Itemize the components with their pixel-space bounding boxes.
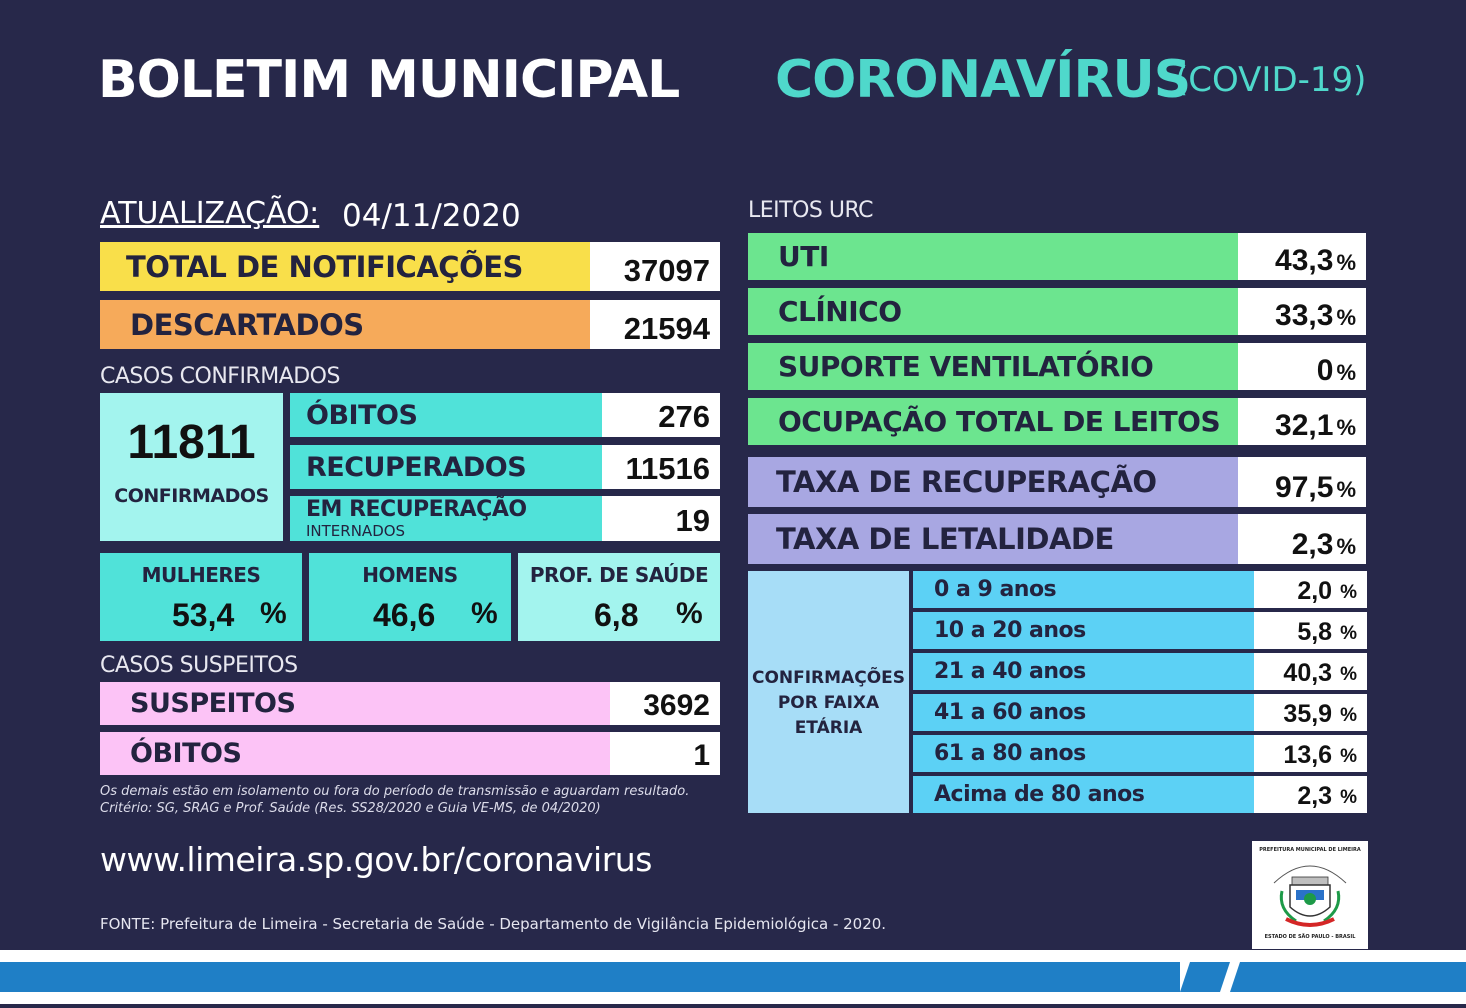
suporte-value: 0 xyxy=(1316,354,1334,387)
faixa-row-pct: % xyxy=(1340,787,1357,808)
uti-label: UTI xyxy=(748,233,1238,280)
faixa-row-pct: % xyxy=(1340,705,1357,726)
homens-pct: % xyxy=(471,597,498,630)
faixa-row-value: 40,3 xyxy=(1283,659,1333,687)
seal-emblem-icon xyxy=(1252,841,1368,949)
obitos-suspeitos-value: 1 xyxy=(610,732,720,775)
city-seal-logo xyxy=(1252,841,1368,949)
faixa-row-value-box xyxy=(1254,612,1367,649)
note-line-2: Critério: SG, SRAG e Prof. Saúde (Res. SS28/2020 e Guia VE-MS, de 04/2020) xyxy=(100,801,601,816)
em-recuperacao-label: EM RECUPERAÇÃO xyxy=(306,497,527,522)
total-notificacoes-value: 37097 xyxy=(590,242,720,291)
faixa-row-value-box xyxy=(1254,776,1367,813)
faixa-etaria-header xyxy=(748,571,909,813)
coronavirus-title: CORONAVÍRUS xyxy=(775,50,1191,110)
fonte-text: FONTE: Prefeitura de Limeira - Secretaria de Saúde - Departamento de Vigilância Epidemiológica - 2020. xyxy=(100,915,887,933)
seal-bottom-text: ESTADO DE SÃO PAULO - BRASIL xyxy=(1264,934,1356,940)
obitos-value: 276 xyxy=(602,393,720,437)
faixa-row-value-box xyxy=(1254,694,1367,731)
taxa-letalidade-label: TAXA DE LETALIDADE xyxy=(748,514,1238,564)
mulheres-box xyxy=(100,553,302,641)
taxa-recuperacao-pct: % xyxy=(1336,477,1356,502)
faixa-row-value-box xyxy=(1254,571,1367,608)
footer-stripe-area xyxy=(0,950,1466,1004)
covid-subtitle: (COVID-19) xyxy=(1175,60,1367,100)
taxa-recuperacao-value-box xyxy=(1238,457,1366,507)
mulheres-value: 53,4 xyxy=(172,597,235,633)
uti-value: 43,3 xyxy=(1275,244,1334,277)
ocupacao-label: OCUPAÇÃO TOTAL DE LEITOS xyxy=(748,398,1238,445)
em-recuperacao-box xyxy=(290,496,602,541)
suporte-pct: % xyxy=(1336,360,1356,385)
faixa-row-label: 21 a 40 anos xyxy=(913,653,1254,690)
descartados-value: 21594 xyxy=(590,300,720,349)
faixa-row-value-box xyxy=(1254,653,1367,690)
homens-box xyxy=(309,553,511,641)
faixa-line-1: CONFIRMAÇÕES xyxy=(751,668,906,688)
mulheres-pct: % xyxy=(260,597,287,630)
ocupacao-pct: % xyxy=(1336,415,1356,440)
obitos-suspeitos-label: ÓBITOS xyxy=(100,732,610,775)
leitos-urc-heading: LEITOS URC xyxy=(748,198,874,223)
taxa-letalidade-pct: % xyxy=(1336,534,1356,559)
casos-confirmados-heading: CASOS CONFIRMADOS xyxy=(100,364,340,389)
taxa-letalidade-value: 2,3 xyxy=(1291,528,1334,561)
uti-value-box xyxy=(1238,233,1366,280)
prof-saude-box xyxy=(518,553,720,641)
suspeitos-value: 3692 xyxy=(610,682,720,725)
seal-top-text: PREFEITURA MUNICIPAL DE LIMEIRA xyxy=(1259,847,1361,853)
faixa-row-value: 5,8 xyxy=(1297,618,1333,646)
faixa-row-value: 35,9 xyxy=(1283,700,1333,728)
recuperados-value: 11516 xyxy=(602,445,720,489)
faixa-row-label: 10 a 20 anos xyxy=(913,612,1254,649)
clinico-value: 33,3 xyxy=(1275,299,1334,332)
faixa-row-label: Acima de 80 anos xyxy=(913,776,1254,813)
recuperados-label: RECUPERADOS xyxy=(290,445,602,489)
mulheres-label: MULHERES xyxy=(141,563,261,587)
faixa-row-pct: % xyxy=(1340,623,1357,644)
faixa-row-label: 61 a 80 anos xyxy=(913,735,1254,772)
faixa-row-value: 2,3 xyxy=(1297,782,1333,810)
confirmados-total-label: CONFIRMADOS xyxy=(114,485,269,507)
faixa-row-label: 0 a 9 anos xyxy=(913,571,1254,608)
internados-label: INTERNADOS xyxy=(306,522,406,540)
taxa-recuperacao-label: TAXA DE RECUPERAÇÃO xyxy=(748,457,1238,507)
suspeitos-label: SUSPEITOS xyxy=(100,682,610,725)
confirmados-total-box xyxy=(100,393,283,541)
website-url[interactable]: www.limeira.sp.gov.br/coronavirus xyxy=(100,840,652,879)
faixa-row-label: 41 a 60 anos xyxy=(913,694,1254,731)
suporte-value-box xyxy=(1238,343,1366,390)
prof-saude-pct: % xyxy=(676,597,703,630)
taxa-recuperacao-value: 97,5 xyxy=(1275,471,1334,504)
faixa-line-3: ETÁRIA xyxy=(794,718,863,738)
casos-suspeitos-heading: CASOS SUSPEITOS xyxy=(100,653,298,678)
bulletin-title: BOLETIM MUNICIPAL xyxy=(98,50,680,110)
clinico-value-box xyxy=(1238,288,1366,335)
faixa-row-value: 13,6 xyxy=(1283,741,1333,769)
faixa-row-pct: % xyxy=(1340,746,1357,767)
footer-stripe-graphic xyxy=(0,950,1466,1004)
em-recuperacao-value: 19 xyxy=(602,496,720,541)
faixa-row-value: 2,0 xyxy=(1297,577,1333,605)
update-date: 04/11/2020 xyxy=(342,198,521,234)
clinico-label: CLÍNICO xyxy=(748,288,1238,335)
confirmados-total-value: 11811 xyxy=(127,416,256,469)
homens-label: HOMENS xyxy=(362,563,458,587)
faixa-row-pct: % xyxy=(1340,664,1357,685)
taxa-letalidade-value-box xyxy=(1238,514,1366,564)
clinico-pct: % xyxy=(1336,305,1356,330)
homens-value: 46,6 xyxy=(373,597,436,633)
obitos-label: ÓBITOS xyxy=(290,393,602,437)
note-line-1: Os demais estão em isolamento ou fora do período de transmissão e aguardam resultado. xyxy=(100,784,690,799)
prof-saude-value: 6,8 xyxy=(594,597,639,633)
faixa-row-pct: % xyxy=(1340,582,1357,603)
ocupacao-value: 32,1 xyxy=(1275,409,1334,442)
prof-saude-label: PROF. DE SAÚDE xyxy=(529,563,709,587)
update-label: ATUALIZAÇÃO: xyxy=(100,196,320,231)
total-notificacoes-label: TOTAL DE NOTIFICAÇÕES xyxy=(100,242,590,291)
suporte-label: SUPORTE VENTILATÓRIO xyxy=(748,343,1238,390)
ocupacao-value-box xyxy=(1238,398,1366,445)
uti-pct: % xyxy=(1336,250,1356,275)
faixa-row-value-box xyxy=(1254,735,1367,772)
descartados-label: DESCARTADOS xyxy=(100,300,590,349)
faixa-line-2: POR FAIXA xyxy=(777,693,880,713)
